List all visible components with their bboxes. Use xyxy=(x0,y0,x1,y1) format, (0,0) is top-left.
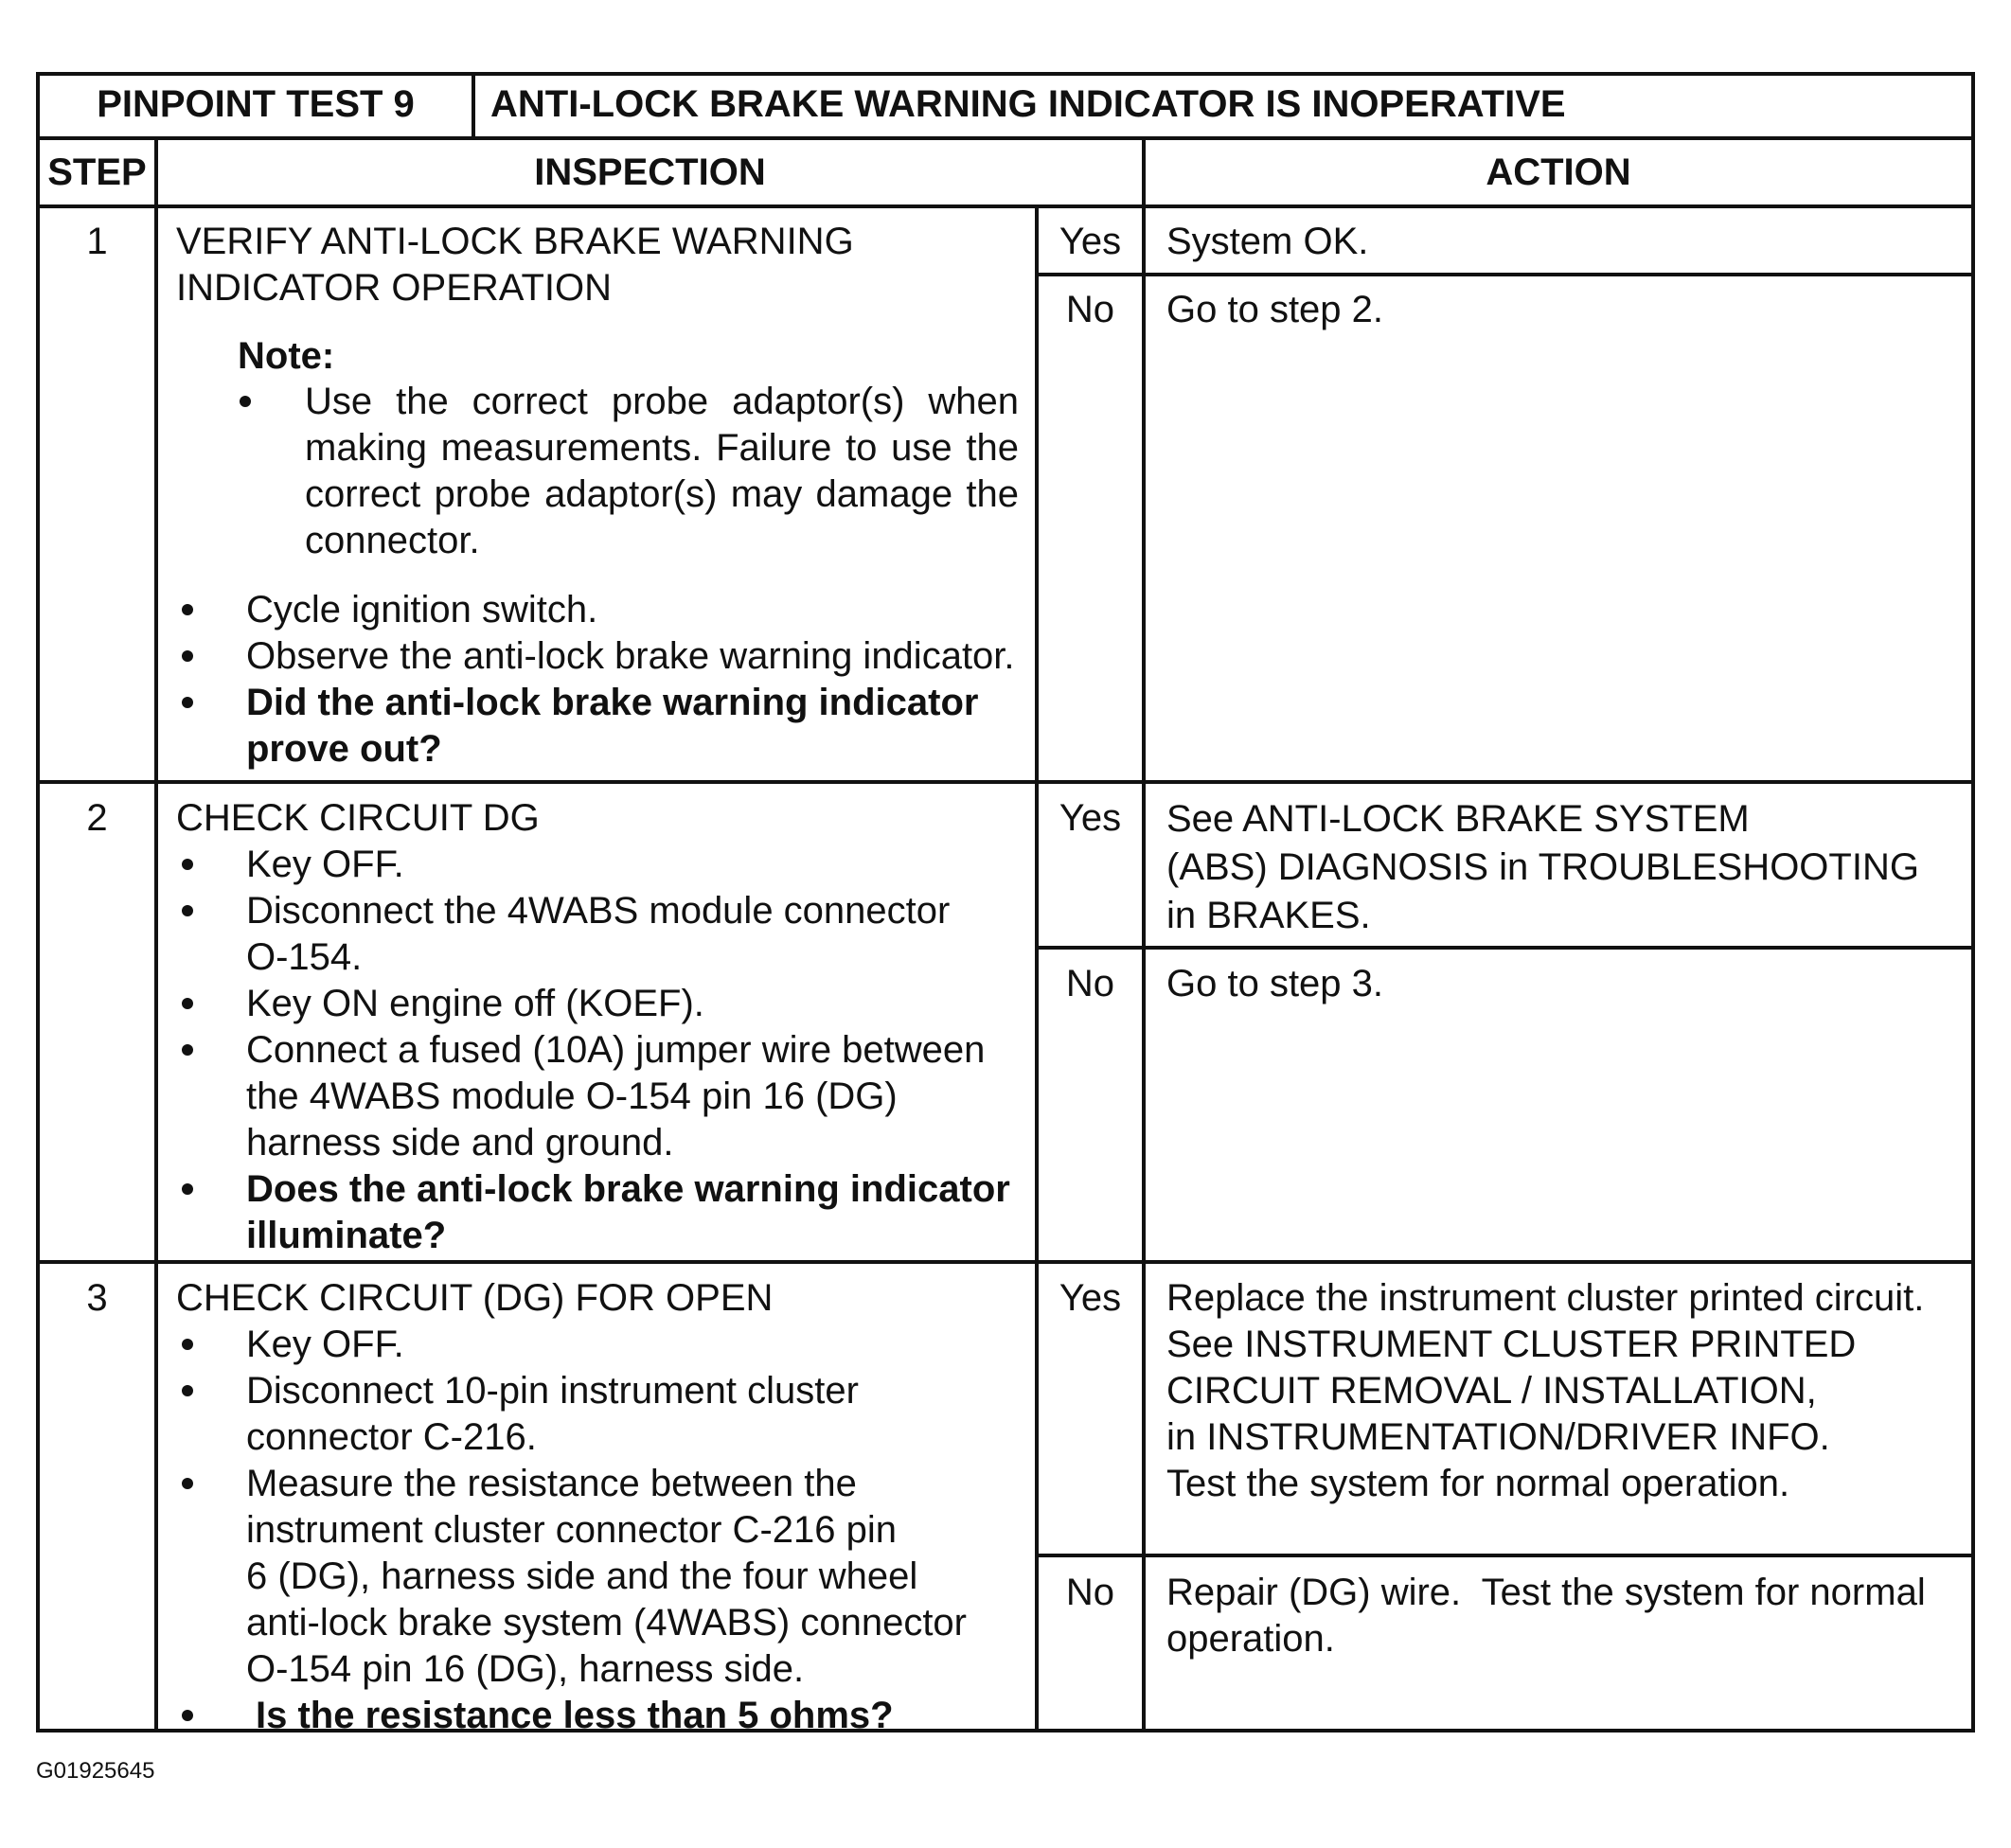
no-action: Repair (DG) wire. Test the system for normal operation. xyxy=(1166,1572,1926,1660)
bullet-item: Observe the anti-lock brake warning indicator. xyxy=(176,633,1019,680)
yes-action: System OK. xyxy=(1166,221,1369,262)
test-title: ANTI-LOCK BRAKE WARNING INDICATOR IS INOPERATIVE xyxy=(490,83,1566,125)
step-number: 3 xyxy=(86,1277,108,1319)
step-heading: CHECK CIRCUIT (DG) FOR OPEN xyxy=(176,1277,774,1319)
bullet-item: Cycle ignition switch. xyxy=(176,587,1019,633)
no-label: No xyxy=(1065,963,1115,1004)
step-bullets xyxy=(176,587,1019,773)
action-header: ACTION xyxy=(1486,151,1631,193)
note-text: Use the correct probe adaptor(s) when making measurements. Failure to use the correct probe adaptor(s) may damage the connector. xyxy=(305,381,1019,561)
yes-label: Yes xyxy=(1059,1277,1122,1319)
yes-label: Yes xyxy=(1059,797,1122,839)
bullet-icon xyxy=(182,650,193,662)
bullet-icon xyxy=(182,1478,193,1489)
step-number: 2 xyxy=(86,797,108,839)
bullet-icon xyxy=(182,1385,193,1396)
rule-step1-yes-no xyxy=(1039,273,1975,276)
yes-label: Yes xyxy=(1059,221,1122,262)
bullet-item: Disconnect 10-pin instrument cluster connector C-216. xyxy=(176,1368,1019,1461)
bullet-item: Connect a fused (10A) jumper wire between the 4WABS module O-154 pin 16 (DG) harness side and ground. xyxy=(176,1027,1019,1166)
rule-action-column xyxy=(1142,138,1146,1732)
bullet-item-question: Does the anti-lock brake warning indicator illuminate? xyxy=(176,1166,1019,1259)
rule-below-title xyxy=(36,136,1975,140)
bullet-icon xyxy=(240,396,251,407)
bullet-item-question: Did the anti-lock brake warning indicator prove out? xyxy=(176,680,1019,773)
bullet-icon xyxy=(182,1044,193,1056)
note-label: Note: xyxy=(238,335,335,377)
rule-below-step1 xyxy=(36,780,1975,784)
test-label: PINPOINT TEST 9 xyxy=(97,83,415,125)
bullet-icon xyxy=(182,1183,193,1195)
bullet-item: Key OFF. xyxy=(176,842,1019,888)
bullet-item: Disconnect the 4WABS module connector O-154. xyxy=(176,888,1019,981)
rule-below-headers xyxy=(36,204,1975,208)
step-heading: CHECK CIRCUIT DG xyxy=(176,797,540,839)
bullet-icon xyxy=(182,604,193,615)
step-number: 1 xyxy=(86,221,108,262)
yes-action: See ANTI-LOCK BRAKE SYSTEM (ABS) DIAGNOSIS in TROUBLESHOOTING in BRAKES. xyxy=(1166,798,1919,936)
rule-step2-yes-no xyxy=(1039,946,1975,950)
step-header: STEP xyxy=(47,151,147,193)
bullet-icon xyxy=(182,859,193,870)
bullet-icon xyxy=(182,1339,193,1350)
figure-id: G01925645 xyxy=(36,1758,155,1784)
rule-title-divider xyxy=(472,72,475,138)
note-bullet xyxy=(238,379,1019,564)
bullet-icon xyxy=(182,998,193,1009)
step-bullets xyxy=(176,842,1019,1259)
bullet-item: Key ON engine off (KOEF). xyxy=(176,981,1019,1027)
bullet-item-question: Is the resistance less than 5 ohms? xyxy=(176,1693,1019,1739)
no-action: Go to step 2. xyxy=(1166,289,1384,330)
bullet-icon xyxy=(182,905,193,916)
no-label: No xyxy=(1065,1572,1115,1613)
rule-step3-yes-no xyxy=(1039,1554,1975,1557)
bullet-icon xyxy=(182,1710,193,1721)
rule-step-column xyxy=(154,138,158,1732)
rule-below-step2 xyxy=(36,1260,1975,1264)
step-bullets xyxy=(176,1322,1019,1739)
step-heading: VERIFY ANTI-LOCK BRAKE WARNING INDICATOR OPERATION xyxy=(176,221,854,309)
no-label: No xyxy=(1065,289,1115,330)
bullet-item: Measure the resistance between the instrument cluster connector C-216 pin 6 (DG), harness side and the four wheel anti-lock brake system (4WABS) connector O-154 pin 16 (DG), harness side. xyxy=(176,1461,1019,1693)
yes-action: Replace the instrument cluster printed circuit. See INSTRUMENT CLUSTER PRINTED CIRCUIT REMOVAL / INSTALLATION, in INSTRUMENTATION/DRIVER INFO. Test the system for normal operation. xyxy=(1166,1277,1925,1504)
bullet-icon xyxy=(182,697,193,708)
inspection-header: INSPECTION xyxy=(534,151,766,193)
bullet-item: Key OFF. xyxy=(176,1322,1019,1368)
no-action: Go to step 3. xyxy=(1166,963,1384,1004)
